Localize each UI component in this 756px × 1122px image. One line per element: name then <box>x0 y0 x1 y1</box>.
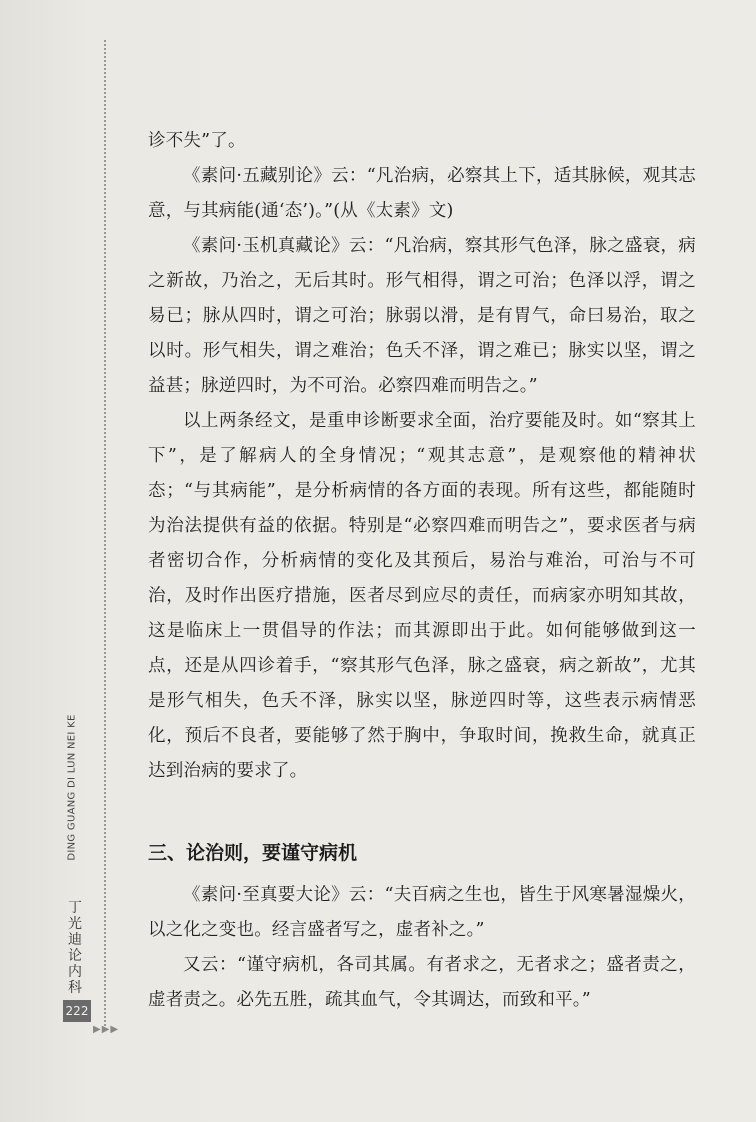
body-text <box>148 124 696 789</box>
side-char: 科 <box>68 980 82 996</box>
paragraph: 《素问·至真要大论》云：“夫百病之生也，皆生于风寒暑湿燥火，以之化之变也。经言盛者写之，虚者补之。” <box>148 885 696 940</box>
side-char: 内 <box>68 964 82 980</box>
side-char: 论 <box>68 948 82 964</box>
section-heading: 三、论治则，要谨守病机 <box>148 842 358 864</box>
margin-dotted-rule <box>104 40 106 1030</box>
arrow-icons: ▶▶▶ <box>93 1024 120 1035</box>
paragraph: 诊不失”了。 <box>148 131 246 151</box>
paragraph: 又云：“谨守病机，各司其属。有者求之，无者求之；盛者责之，虚者责之。必先五胜，疏其血气，令其调达，而致和平。” <box>148 955 696 1010</box>
paragraph: 以上两条经文，是重申诊断要求全面，治疗要能及时。如“察其上下”，是了解病人的全身情况；“观其志意”，是观察他的精神状态；“与其病能”，是分析病情的各方面的表现。所有这些，都能随时为治法提供有益的依据。特别是“必察四难而明告之”，要求医者与病者密切合作，分析病情的变化及其预后，易治与难治，可治与不可治，及时作出医疗措施，医者尽到应尽的责任，而病家亦明知其故，这是临床上一贯倡导的作法；而其源即出于此。如何能够做到这一点，还是从四诊着手，“察其形气色泽，脉之盛衰，病之新故”，尤其是形气相失，色夭不泽，脉实以坚，脉逆四时等，这些表示病情恶化，预后不良者，要能够了然于胸中，争取时间，挽救生命，就真正达到治病的要求了。 <box>148 411 696 781</box>
side-char: 丁 <box>68 900 82 916</box>
side-pinyin-title: DING GUANG DI LUN NEI KE <box>66 713 78 861</box>
page-number: 222 <box>63 1000 91 1022</box>
paragraph: 《素问·玉机真藏论》云：“凡治病，察其形气色泽，脉之盛衰，病之新故，乃治之，无后其时。形气相得，谓之可治；色泽以浮，谓之易已；脉从四时，谓之可治；脉弱以滑，是有胃气，命曰易治，取之以时。形气相失，谓之难治；色夭不泽，谓之难已；脉实以坚，谓之益甚；脉逆四时，为不可治。必察四难而明告之。” <box>148 236 696 396</box>
side-chinese-title <box>65 900 85 996</box>
body-text-section-3 <box>148 878 696 1018</box>
paragraph: 《素问·五藏别论》云：“凡治病，必察其上下，适其脉候，观其志意，与其病能(通‘态’)。”(从《太素》文) <box>148 166 696 221</box>
side-char: 光 <box>68 916 82 932</box>
side-char: 迪 <box>68 932 82 948</box>
